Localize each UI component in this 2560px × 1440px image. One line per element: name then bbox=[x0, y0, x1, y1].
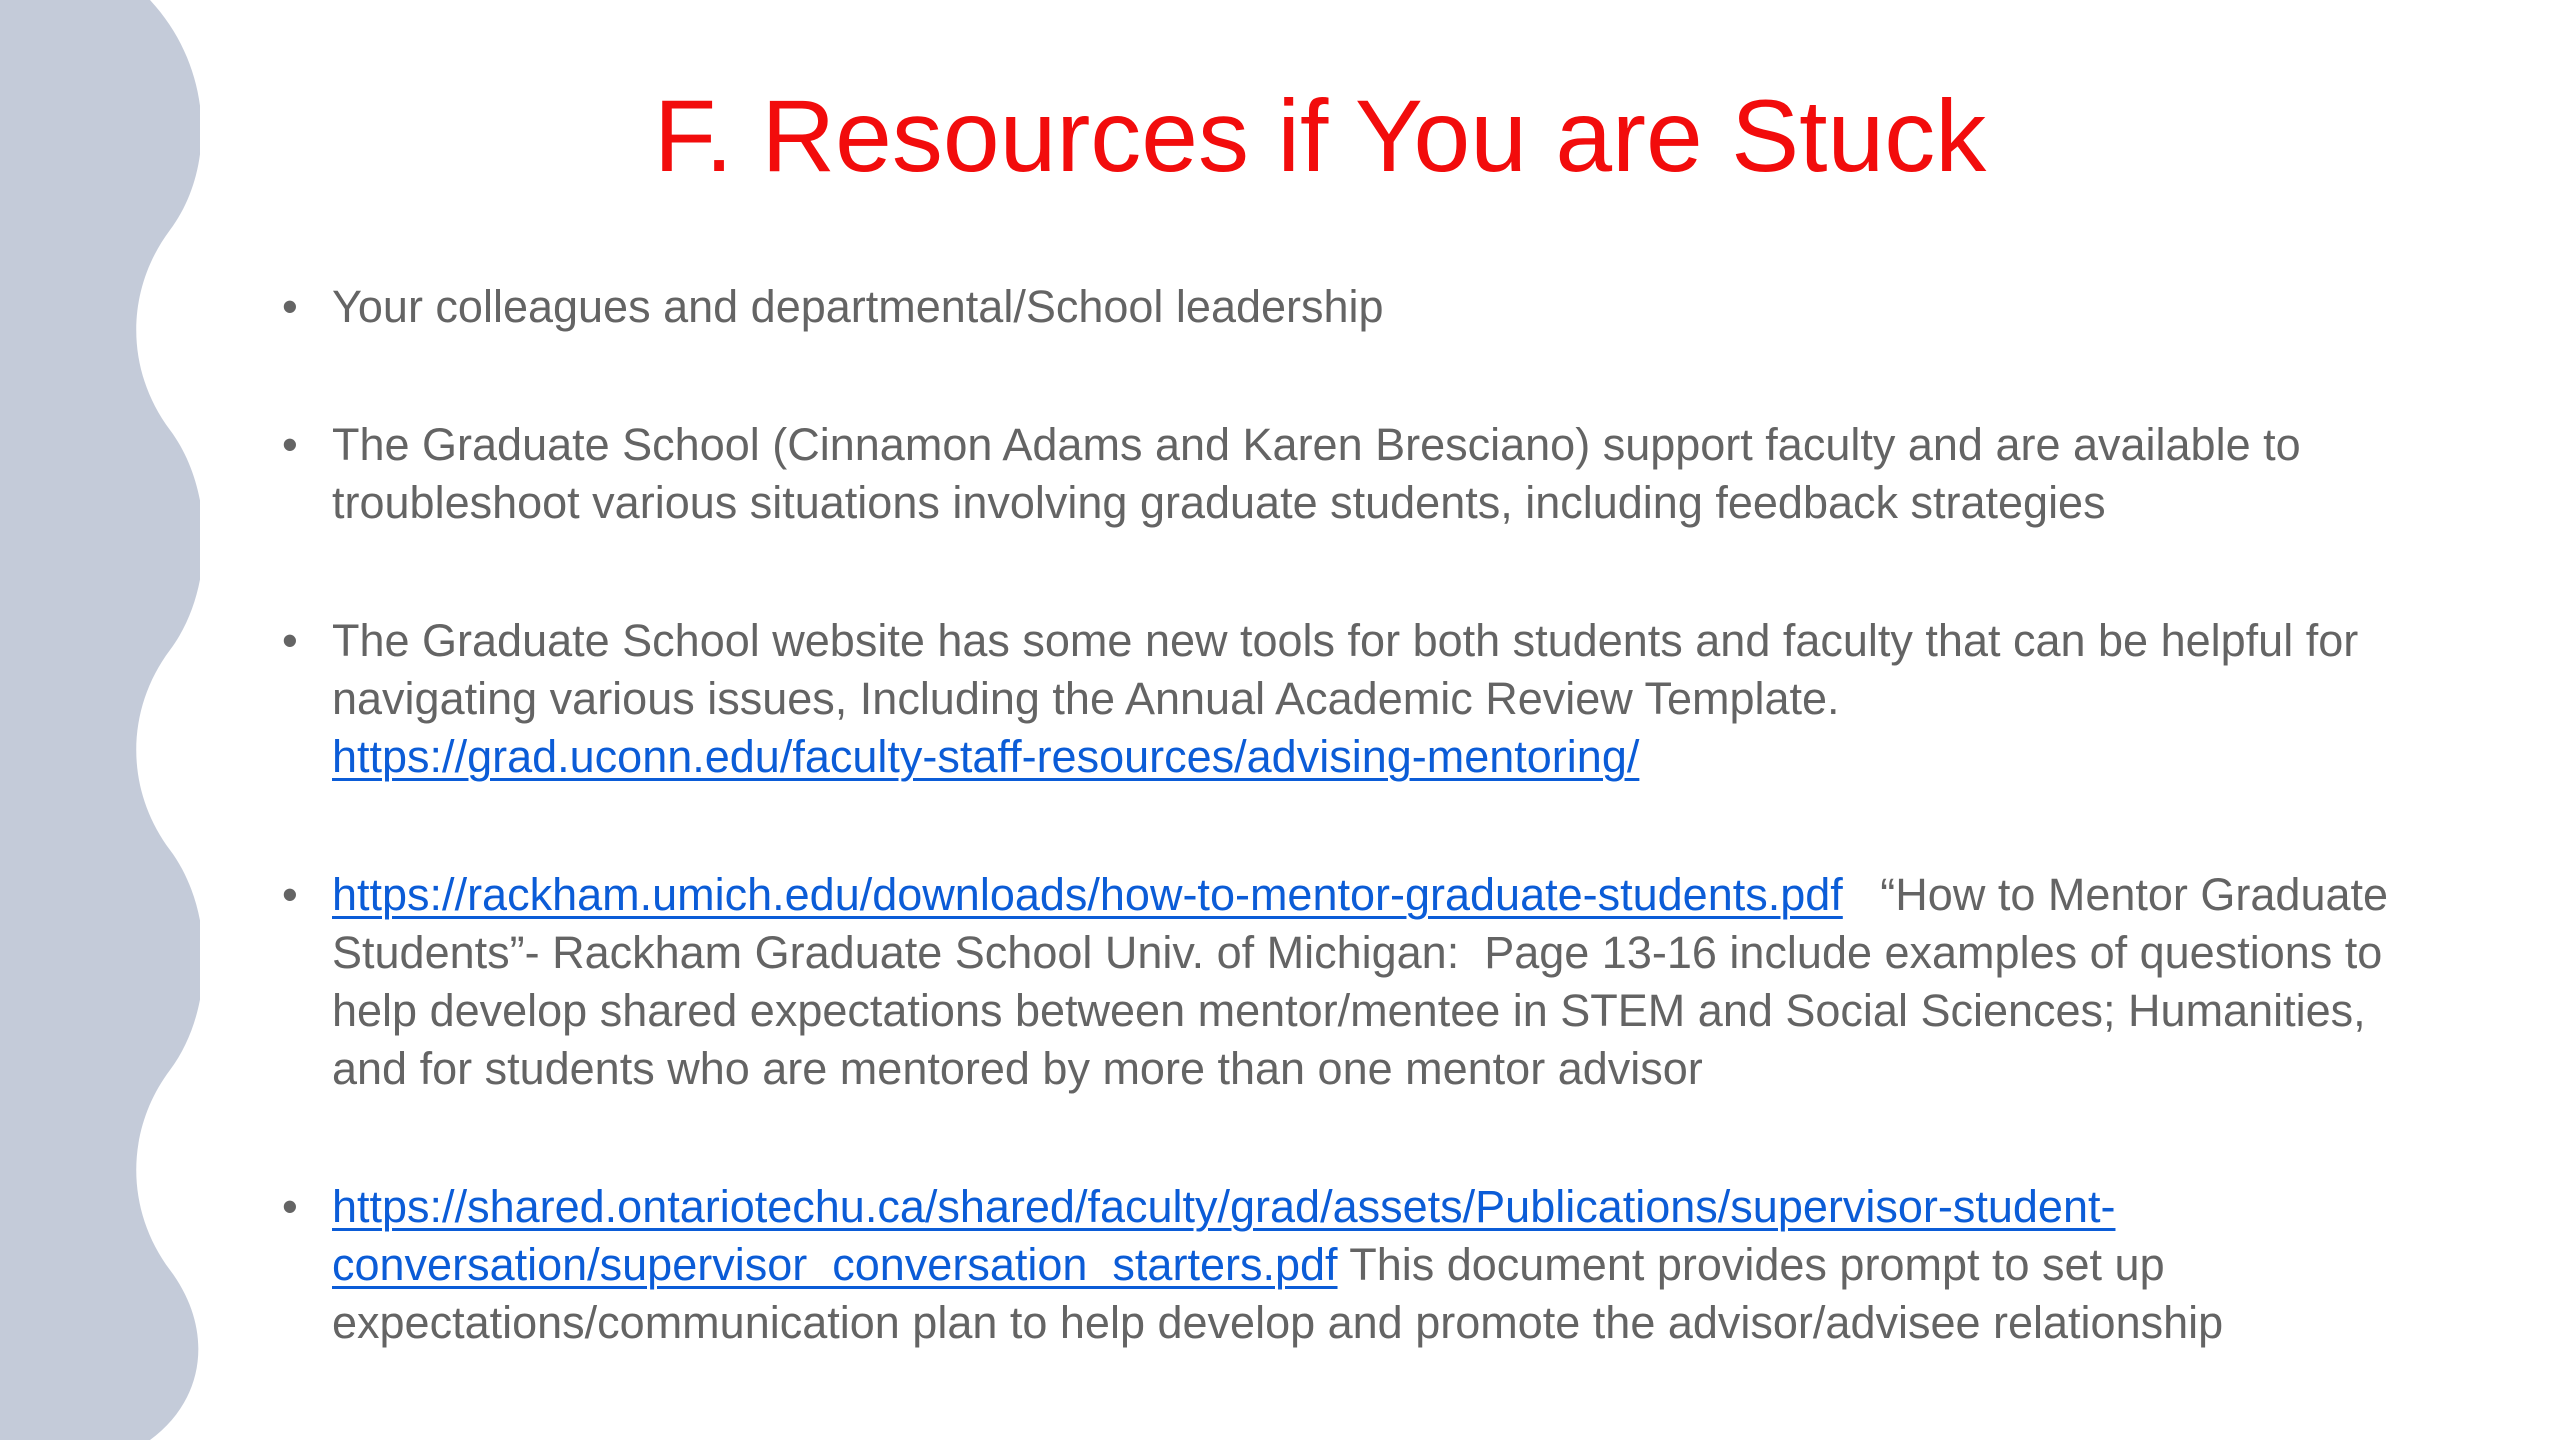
slide-title: F. Resources if You are Stuck bbox=[653, 79, 1987, 193]
uconn-advising-mentoring-link[interactable]: https://grad.uconn.edu/faculty-staff-resources/advising-mentoring/ bbox=[332, 731, 1640, 782]
bullet-text: This document provides prompt to set up expectations/communication plan to help develop and promote the advisor/advisee relationship bbox=[332, 1239, 2224, 1348]
bullet-item-ontario-tech-starters bbox=[270, 1178, 2450, 1352]
bullet-text: The Graduate School (Cinnamon Adams and Karen Bresciano) support faculty and are available to troubleshoot various situations involving graduate students, including feedback strategies bbox=[332, 419, 2301, 528]
ontario-tech-conversation-starters-link[interactable]: https://shared.ontariotechu.ca/shared/faculty/grad/assets/Publications/supervisor-student-conversation/supervisor_conversation_starters.pdf bbox=[332, 1181, 2116, 1290]
bullet-dot: • bbox=[282, 281, 298, 332]
bullet-text: The Graduate School website has some new tools for both students and faculty that can be helpful for navigating various issues, Including the Annual Academic Review Template. bbox=[332, 615, 2359, 724]
bullet-item-graduate-school-website bbox=[270, 612, 2450, 786]
bullet-dot: • bbox=[282, 869, 298, 920]
bullet-text: Your colleagues and departmental/School leadership bbox=[332, 281, 1384, 332]
bullet-dot: • bbox=[282, 419, 298, 470]
bullet-item-rackham-guide bbox=[270, 866, 2450, 1098]
decorative-wave-strip bbox=[0, 0, 200, 1440]
bullet-list bbox=[270, 278, 2450, 1432]
bullet-dot: • bbox=[282, 1181, 298, 1232]
bullet-item-graduate-school-contacts bbox=[270, 416, 2450, 532]
bullet-item-colleagues bbox=[270, 278, 2450, 336]
bullet-text: “How to Mentor Graduate Students”- Rackham Graduate School Univ. of Michigan: Page 13-16 include examples of questions to help develop shared expectations between mentor/mentee in STEM and Social Sciences; Humanities, and for students who are mentored by more than one mentor advisor bbox=[332, 869, 2401, 1094]
rackham-mentor-guide-link[interactable]: https://rackham.umich.edu/downloads/how-to-mentor-graduate-students.pdf bbox=[332, 869, 1843, 920]
bullet-dot: • bbox=[282, 615, 298, 666]
